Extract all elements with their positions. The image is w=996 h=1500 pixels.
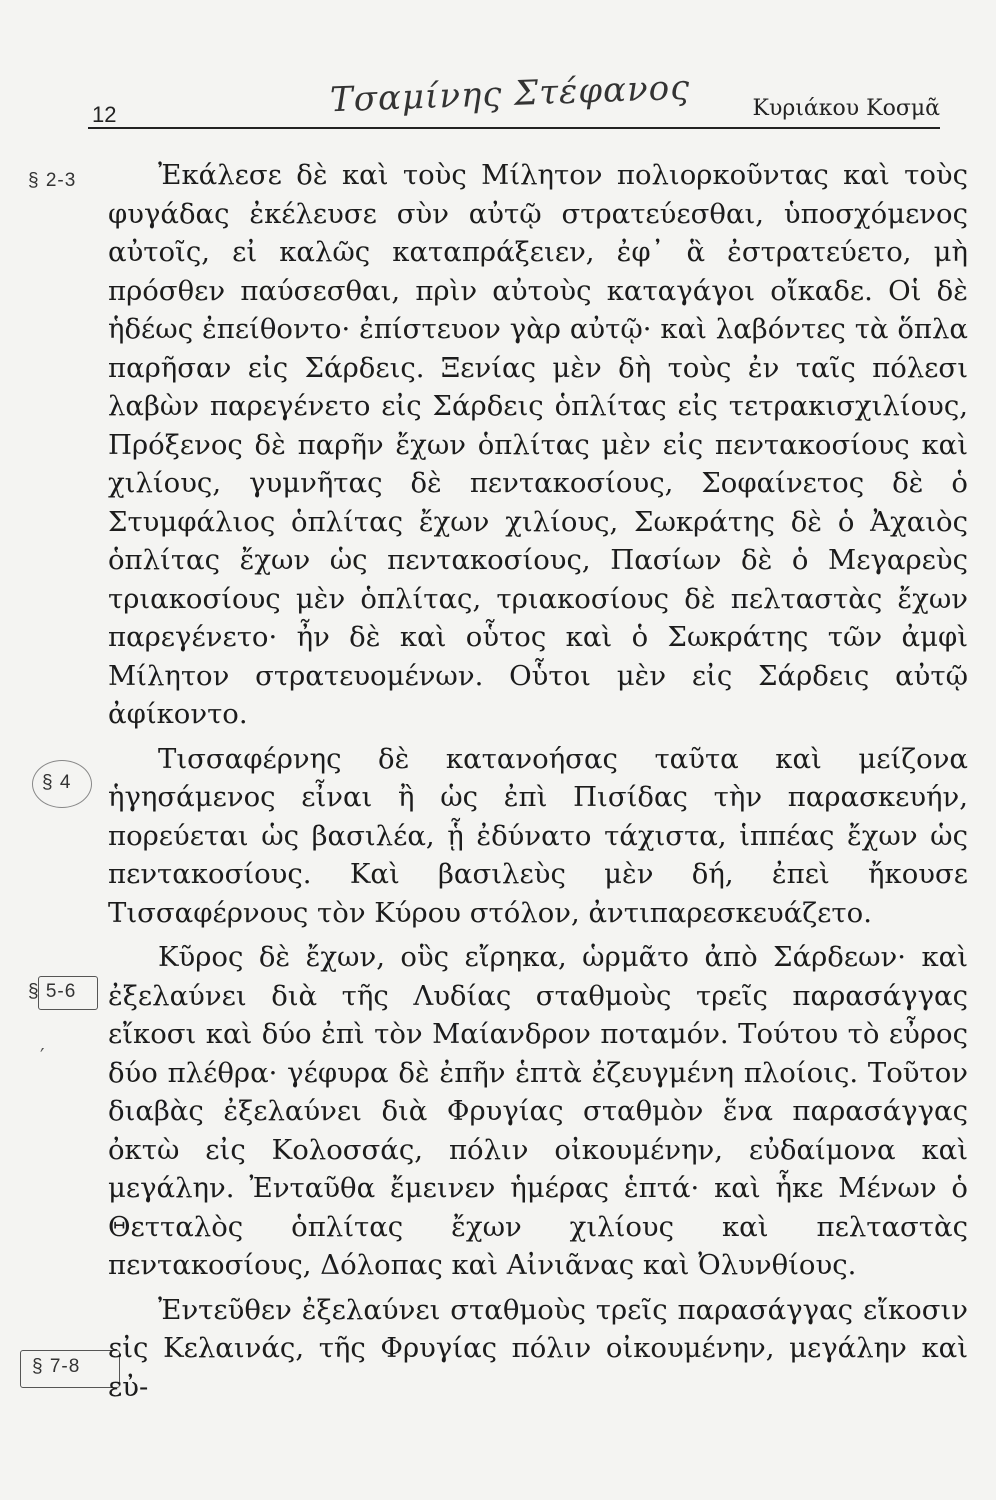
main-text: [108, 156, 968, 1406]
header-rule: [88, 127, 940, 129]
section-marker-7-8: § 7-8: [32, 1356, 81, 1377]
running-head: Κυριάκου Κοσμᾶ: [752, 96, 940, 121]
page-number: 12: [92, 102, 117, 127]
section-marker-4: § 4: [42, 772, 72, 793]
handwritten-note: Τσαμίνης Στέφανος: [329, 67, 691, 121]
paragraph: Ἐντεῦθεν ἐξελαύνει σταθμοὺς τρεῖς παρασάγγας εἴκοσιν εἰς Κελαινάς, τῆς Φρυγίας πόλιν οἰκουμένην, μεγάλην καὶ εὐ-: [108, 1293, 968, 1403]
paragraph: Τισσαφέρνης δὲ κατανοήσας ταῦτα καὶ μείζονα ἡγησάμενος εἶναι ἢ ὡς ἐπὶ Πισίδας τὴν παρασκευήν, πορεύεται ὡς βασιλέα, ᾗ ἐδύνατο τάχιστα, ἱππέας ἔχων ὡς πεντακοσίους. Καὶ βασιλεὺς μὲν δή, ἐπεὶ ἤκουσε Τισσαφέρνους τὸν Κύρου στόλον, ἀντιπαρεσκευάζετο.: [108, 742, 968, 929]
paragraph: Κῦρος δὲ ἔχων, οὓς εἴρηκα, ὡρμᾶτο ἀπὸ Σάρδεων· καὶ ἐξελαύνει διὰ τῆς Λυδίας σταθμοὺς τρεῖς παρασάγγας εἴκοσι καὶ δύο ἐπὶ τὸν Μαίανδρον ποταμόν. Τούτου τὸ εὖρος δύο πλέθρα· γέφυρα δὲ ἐπῆν ἑπτὰ ἐζευγμένη πλοίοις. Τοῦτον διαβὰς ἐξελαύνει διὰ Φρυγίας σταθμὸν ἕνα παρασάγγας ὀκτὼ εἰς Κολοσσάς, πόλιν οἰκουμένην, εὐδαίμονα καὶ μεγάλην. Ἐνταῦθα ἔμεινεν ἡμέρας ἑπτά· καὶ ἧκε Μένων ὁ Θετταλὸς ὁπλίτας ἔχων χιλίους καὶ πελταστὰς πεντακοσίους, Δόλοπας καὶ Αἰνιᾶνας καὶ Ὀλυνθίους.: [108, 941, 968, 1281]
paragraph: Ἐκάλεσε δὲ καὶ τοὺς Μίλητον πολιορκοῦντας καὶ τοὺς φυγάδας ἐκέλευσε σὺν αὐτῷ στρατεύεσθαι, ὑποσχόμενος αὐτοῖς, εἰ καλῶς καταπράξειεν, ἐφ᾽ ἃ ἐστρατεύετο, μὴ πρόσθεν παύσεσθαι, πρὶν αὐτοὺς καταγάγοι οἴκαδε. Οἱ δὲ ἡδέως ἐπείθοντο· ἐπίστευον γὰρ αὐτῷ· καὶ λαβόντες τὰ ὅπλα παρῆσαν εἰς Σάρδεις. Ξενίας μὲν δὴ τοὺς ἐν ταῖς πόλεσι λαβὼν παρεγένετο εἰς Σάρδεις ὁπλίτας εἰς τετρακισχιλίους, Πρόξενος δὲ παρῆν ἔχων ὁπλίτας μὲν εἰς πεντακοσίους καὶ χιλίους, γυμνῆτας δὲ πεντακοσίους, Σοφαίνετος δὲ ὁ Στυμφάλιος ὁπλίτας ἔχων χιλίους, Σωκράτης δὲ ὁ Ἀχαιὸς ὁπλίτας ἔχων ὡς πεντακοσίους, Πασίων δὲ ὁ Μεγαρεὺς τριακοσίους μὲν ὁπλίτας, τριακοσίους δὲ πελταστὰς ἔχων παρεγένετο· ἦν δὲ καὶ οὗτος καὶ ὁ Σωκράτης τῶν ἀμφὶ Μίλητον στρατευομένων. Οὗτοι μὲν εἰς Σάρδεις αὐτῷ ἀφίκοντο.: [108, 159, 968, 730]
pencil-mark: ′: [40, 1044, 45, 1068]
section-marker-2-3: § 2-3: [28, 170, 77, 191]
section-marker-5-6: § 5-6: [28, 981, 77, 1002]
